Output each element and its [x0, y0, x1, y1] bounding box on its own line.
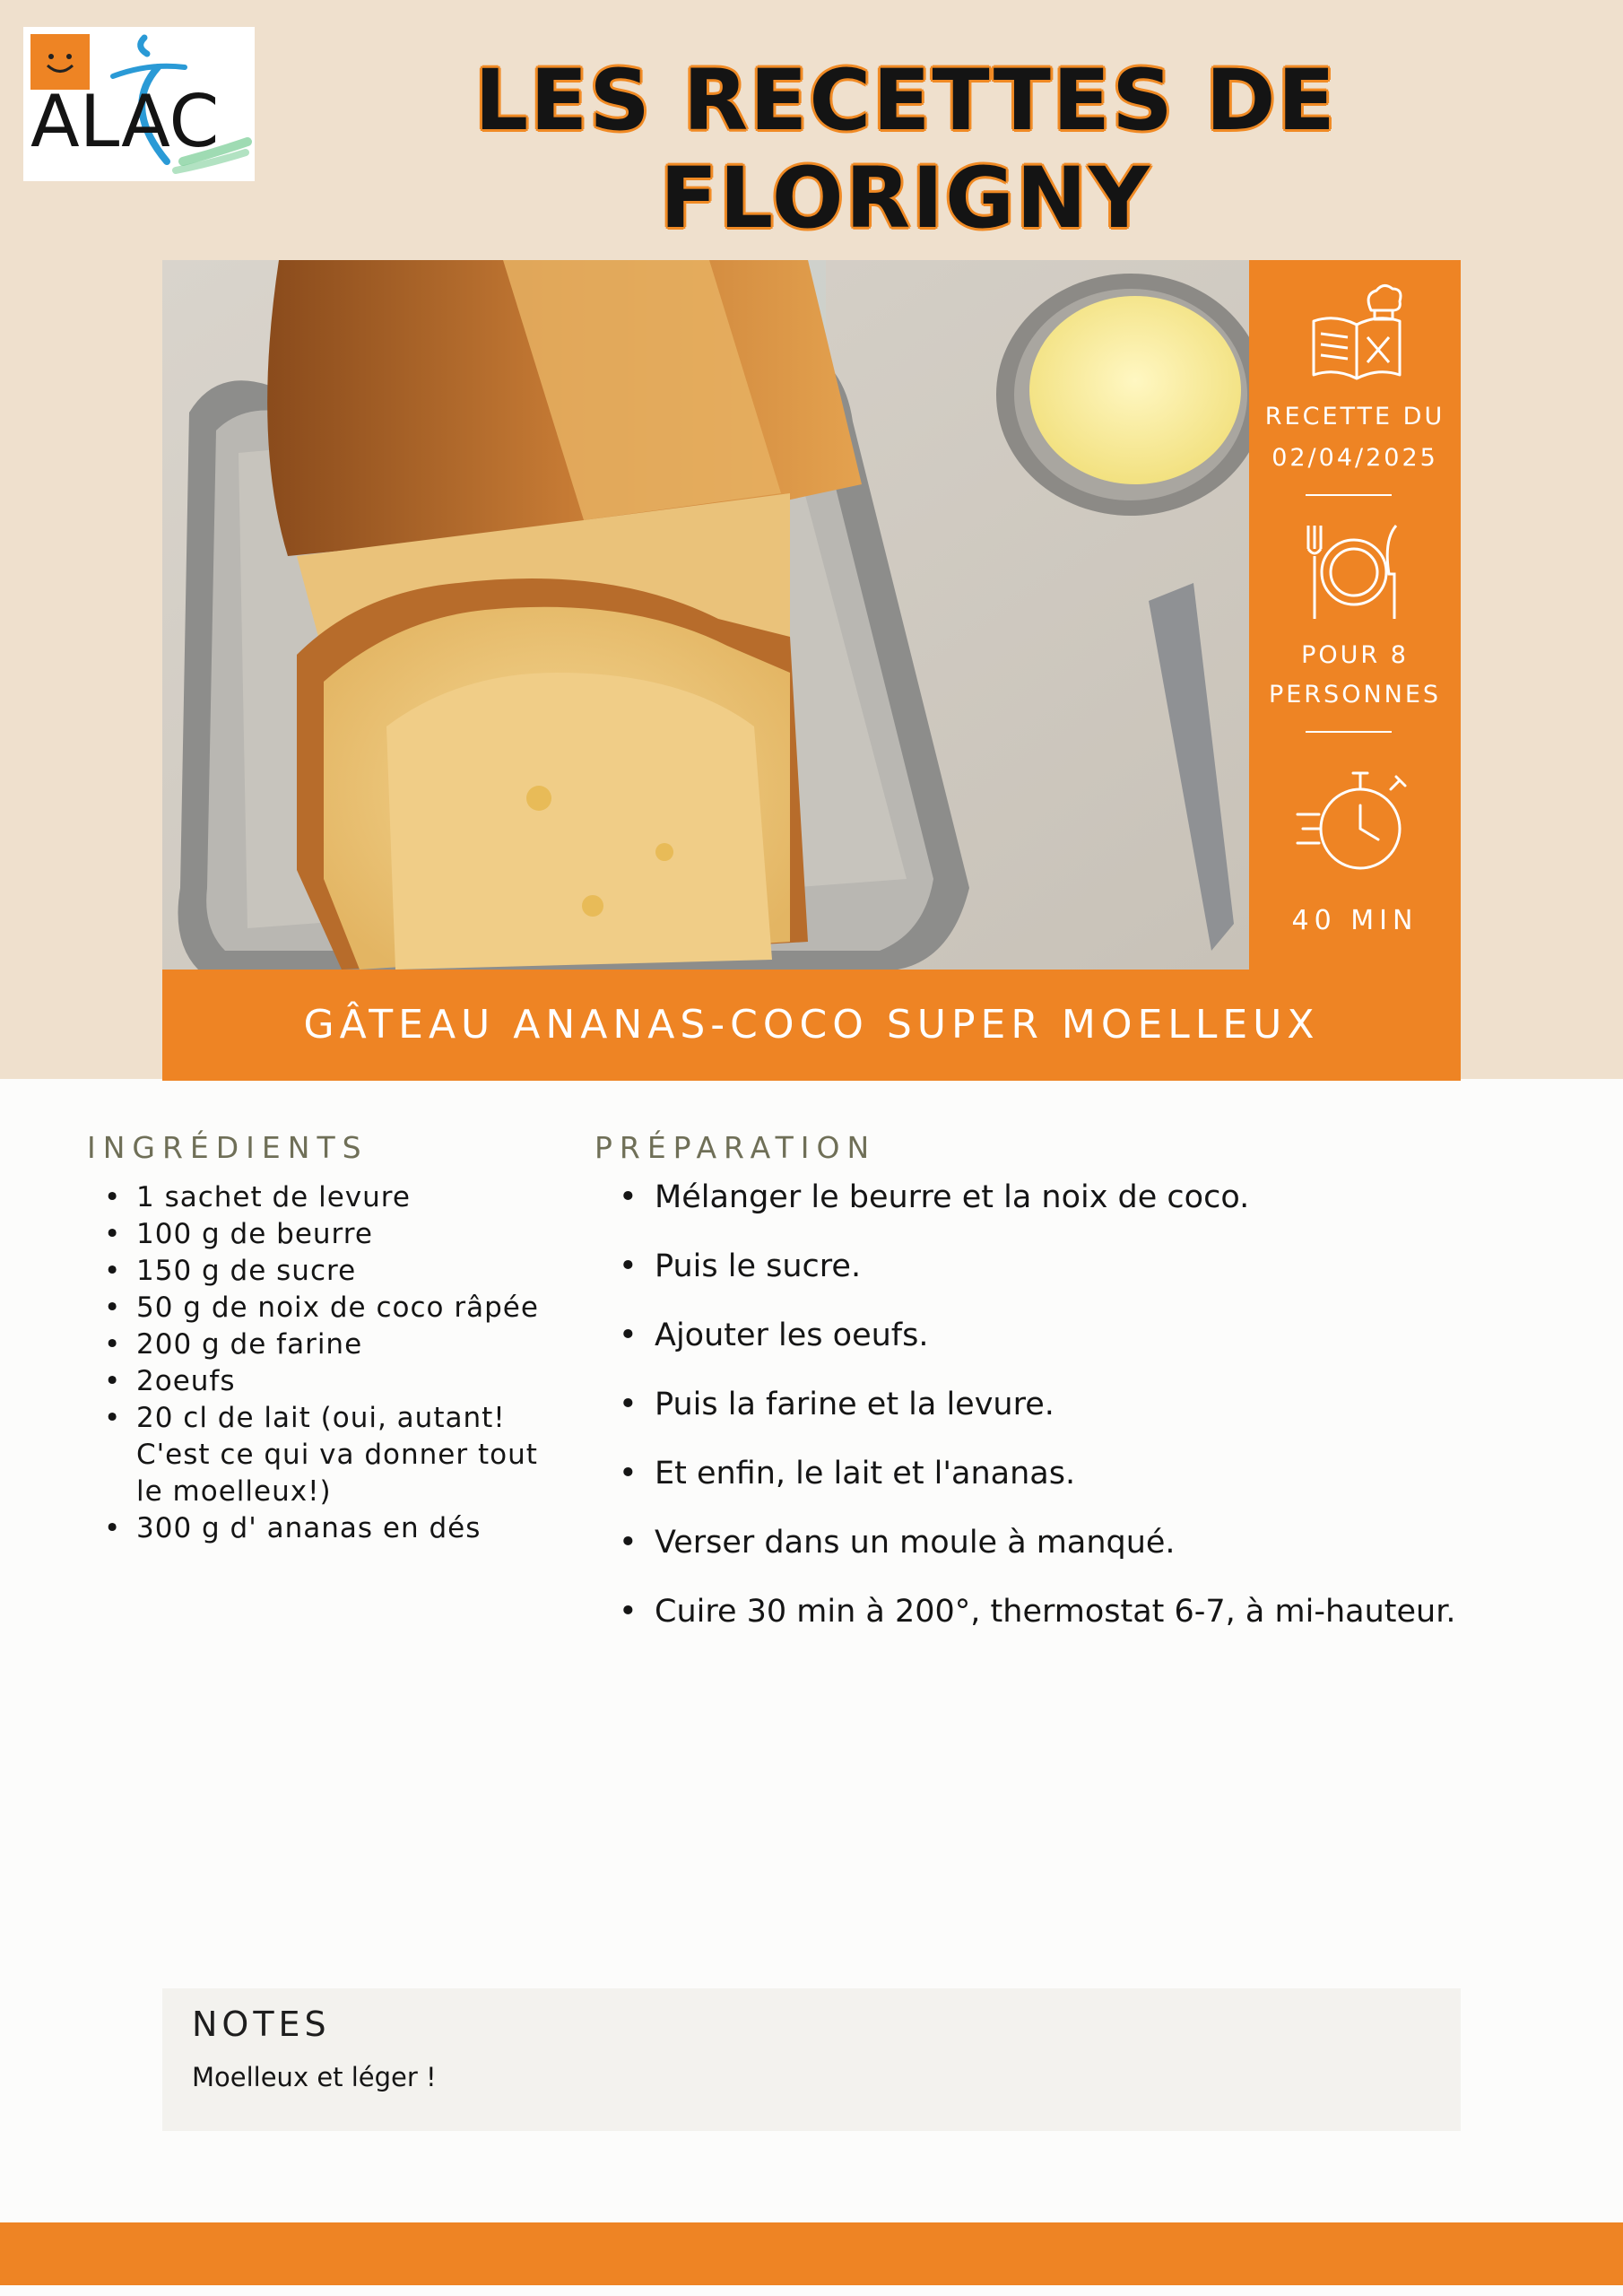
recipe-date-label: RECETTE DU [1264, 403, 1445, 430]
separator [1306, 494, 1392, 496]
list-item: • 150 g de sucre [100, 1253, 567, 1290]
list-item: • Puis la farine et la levure. [606, 1383, 1503, 1452]
recipe-title-bar [162, 970, 1461, 1081]
cooking-time: 40 MIN [1291, 905, 1419, 936]
preparation-steps [606, 1176, 1503, 1659]
servings-value: PERSONNES [1268, 681, 1442, 709]
recipe-hero [162, 260, 1461, 1081]
site-title: LES RECETTES DE FLORIGNY [474, 52, 1337, 248]
list-item: • 2oeufs [100, 1363, 567, 1400]
list-item: • Ajouter les oeufs. [606, 1314, 1503, 1383]
list-item: • Et enfin, le lait et l'ananas. [606, 1452, 1503, 1521]
list-item: • Mélanger le beurre et la noix de coco. [606, 1176, 1503, 1245]
separator [1306, 731, 1392, 733]
list-item: • Cuire 30 min à 200°, thermostat 6-7, à mi-hauteur. [606, 1590, 1503, 1659]
ingredients-list [100, 1179, 567, 1547]
stopwatch-icon [1296, 768, 1412, 881]
cake-photo [162, 260, 1249, 970]
list-item: • 200 g de farine [100, 1326, 567, 1363]
preparation-heading: PRÉPARATION [595, 1130, 877, 1165]
list-item: • 100 g de beurre [100, 1216, 567, 1253]
footer-bar [0, 2222, 1623, 2285]
ingredients-heading: INGRÉDIENTS [87, 1130, 369, 1165]
list-item: • Verser dans un moule à manqué. [606, 1521, 1503, 1590]
logo-text: ALAC [30, 80, 220, 163]
list-item: • 1 sachet de levure [100, 1179, 567, 1216]
list-item: • 300 g d' ananas en dés [100, 1510, 567, 1547]
list-item: • 20 cl de lait (oui, autant! C'est ce qui va donner tout le moelleux!) [100, 1400, 567, 1510]
servings-label: POUR 8 [1301, 641, 1409, 669]
list-item: • Puis le sucre. [606, 1245, 1503, 1314]
plate-cutlery-icon [1301, 522, 1407, 622]
list-item: • 50 g de noix de coco râpée [100, 1290, 567, 1326]
recipe-title: GÂTEAU ANANAS-COCO SUPER MOELLEUX [303, 1002, 1320, 1048]
notes-heading: NOTES [192, 2005, 331, 2044]
alac-logo [23, 27, 255, 181]
notes-text: Moelleux et léger ! [192, 2062, 437, 2092]
recipe-info-panel [1249, 260, 1461, 970]
recipe-book-icon [1308, 283, 1405, 382]
notes-box [162, 1988, 1461, 2131]
recipe-date: 02/04/2025 [1271, 444, 1438, 472]
